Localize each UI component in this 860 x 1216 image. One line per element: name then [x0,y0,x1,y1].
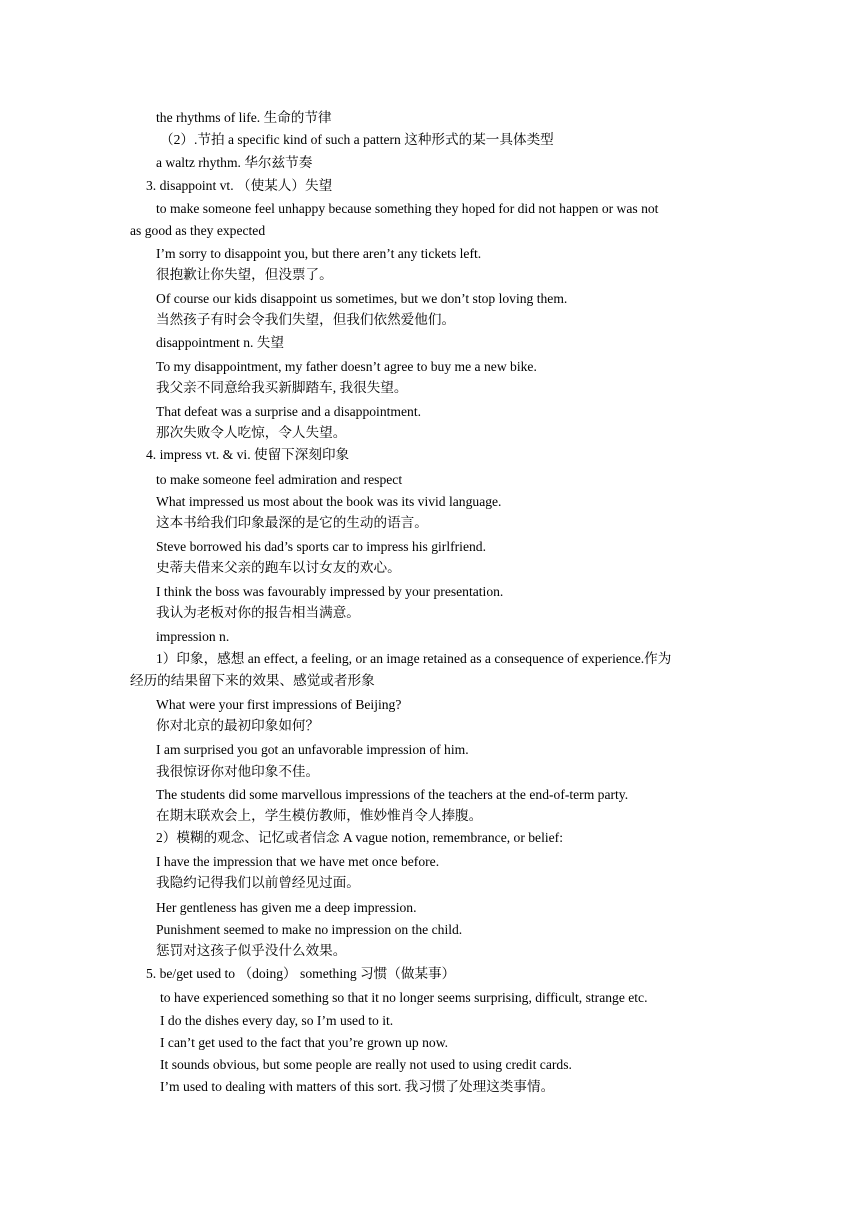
text-line: 你对北京的最初印象如何？ [156,718,320,733]
text-line: Punishment seemed to make no impression on the child. [156,922,463,937]
text-line: the rhythms of life. 生命的节律 [156,110,332,125]
text-line: 在期末联欢会上，学生模仿教师，惟妙惟肖令人捧腹。 [156,808,483,823]
text-line: to make someone feel unhappy because something they hoped for did not happen or was not [156,201,659,216]
text-line: The students did some marvellous impressions of the teachers at the end-of-term party. [156,787,629,802]
text-line: to have experienced something so that it no longer seems surprising, difficult, strange etc. [160,990,648,1005]
text-line: as good as they expected [130,223,266,238]
text-line: 1）印象，感想 an effect, a feeling, or an image retained as a consequence of experience.作为 [156,651,672,666]
text-line: I have the impression that we have met once before. [156,854,440,869]
text-line: 史蒂夫借来父亲的跑车以讨女友的欢心。 [156,560,401,575]
entry-heading: 4. impress vt. & vi. 使留下深刻印象 [146,447,350,462]
text-line: Of course our kids disappoint us sometimes, but we don’t stop loving them. [156,291,568,306]
text-line: 很抱歉让你失望，但没票了。 [156,267,333,282]
text-line: What impressed us most about the book was its vivid language. [156,494,502,509]
text-line: disappointment n. 失望 [156,335,284,350]
text-line: 经历的结果留下来的效果、感觉或者形象 [130,673,375,688]
text-line: Steve borrowed his dad’s sports car to impress his girlfriend. [156,539,486,554]
text-line: What were your first impressions of Beijing? [156,697,402,712]
text-line: to make someone feel admiration and respect [156,472,403,487]
text-line: a waltz rhythm. 华尔兹节奏 [156,155,313,170]
text-line: I am surprised you got an unfavorable impression of him. [156,742,469,757]
entry-heading: 3. disappoint vt. （使某人）失望 [146,178,333,193]
text-line: 我很惊讶你对他印象不佳。 [156,764,320,779]
text-line: 2）模糊的观念、记忆或者信念 A vague notion, remembrance, or belief: [156,830,563,845]
text-line: I think the boss was favourably impressed by your presentation. [156,584,504,599]
text-line: To my disappointment, my father doesn’t agree to buy me a new bike. [156,359,537,374]
text-line: 当然孩子有时会令我们失望，但我们依然爱他们。 [156,312,456,327]
text-line: I’m sorry to disappoint you, but there aren’t any tickets left. [156,246,482,261]
text-line: I do the dishes every day, so I’m used to it. [160,1013,394,1028]
text-line: That defeat was a surprise and a disappointment. [156,404,421,419]
text-line: 惩罚对这孩子似乎没什么效果。 [156,943,347,958]
text-line: 这本书给我们印象最深的是它的生动的语言。 [156,515,428,530]
text-line: impression n. [156,629,230,644]
text-line: I can’t get used to the fact that you’re grown up now. [160,1035,449,1050]
text-line: It sounds obvious, but some people are really not used to using credit cards. [160,1057,572,1072]
text-line: 那次失败令人吃惊，令人失望。 [156,425,347,440]
entry-heading: 5. be/get used to （doing） something 习惯（做某事） [146,966,456,981]
text-line: Her gentleness has given me a deep impression. [156,900,417,915]
text-line: 我隐约记得我们以前曾经见过面。 [156,875,360,890]
text-line: 我父亲不同意给我买新脚踏车, 我很失望。 [156,380,408,395]
text-line: I’m used to dealing with matters of this sort. 我习惯了处理这类事情。 [160,1079,555,1094]
text-line: 我认为老板对你的报告相当满意。 [156,605,360,620]
text-line: （2）.节拍 a specific kind of such a pattern 这种形式的某一具体类型 [160,132,554,147]
